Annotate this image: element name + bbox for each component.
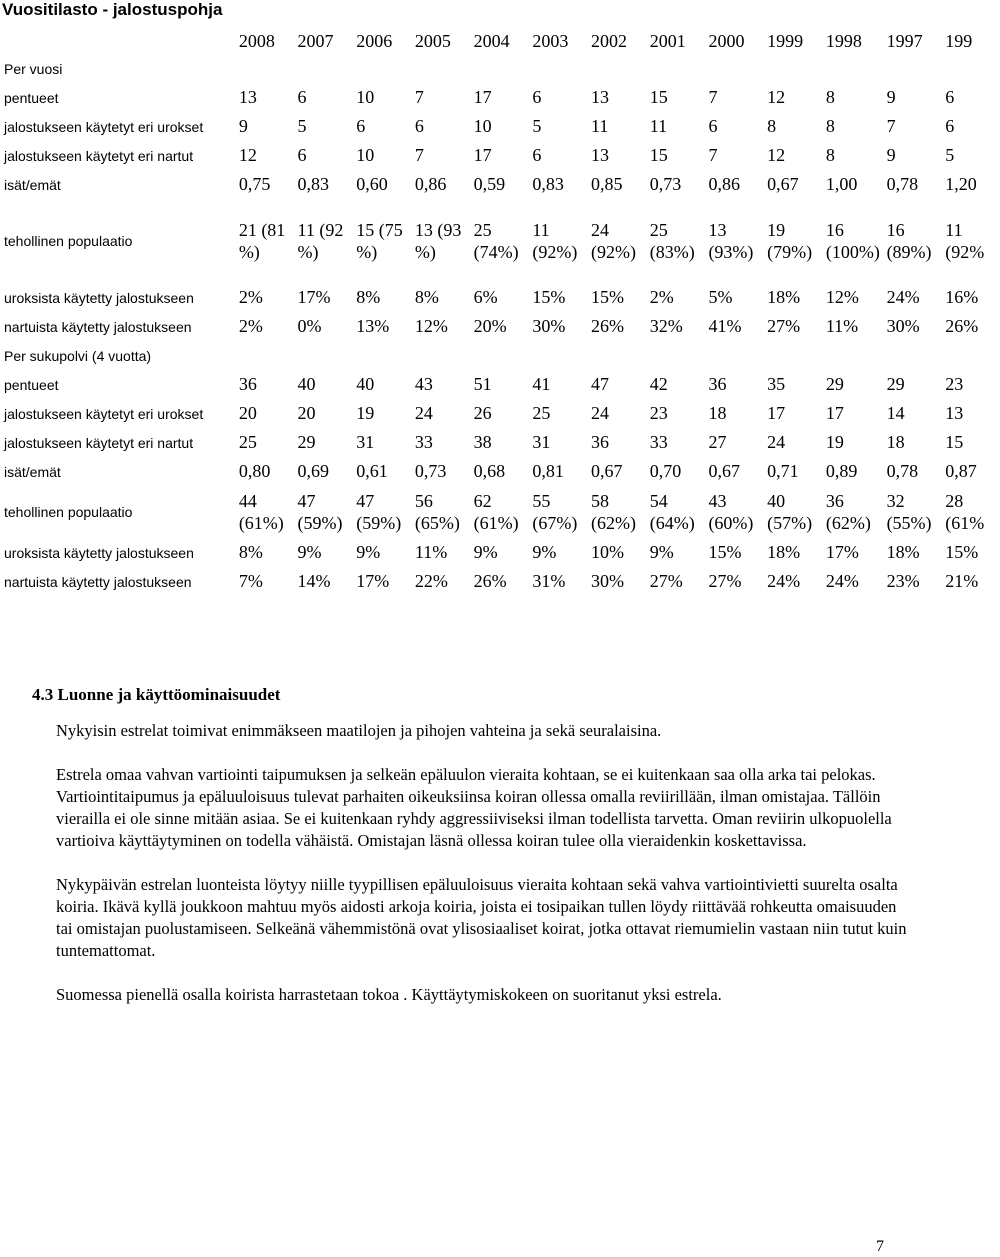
table-cell: 38 — [473, 432, 492, 452]
year-header: 2007 — [297, 30, 334, 51]
table-cell: 26% — [945, 316, 979, 336]
table-cell: 0,75 — [238, 174, 271, 194]
table-cell: 6 — [532, 87, 542, 107]
table-cell: 25 — [532, 403, 551, 423]
table-cell: 11 — [649, 116, 668, 136]
table-cell: 10 — [473, 116, 492, 136]
table-cell: 17 — [473, 87, 492, 107]
table-cell: 26% — [591, 316, 625, 336]
table-cell: 12 — [767, 145, 786, 165]
table-row — [0, 112, 1000, 141]
table-cell: 0,69 — [297, 461, 330, 481]
year-header: 1998 — [825, 30, 862, 51]
table-cell: 11 (92%) — [532, 220, 578, 262]
section-heading: 4.3 Luonne ja käyttöominaisuudet — [32, 685, 281, 704]
table-cell: 0% — [297, 316, 322, 336]
table-cell: 55 (67%) — [532, 491, 578, 533]
table-cell: 41% — [708, 316, 742, 336]
table-cell: 16 (100%) — [825, 220, 880, 262]
header-spacer — [0, 28, 235, 54]
table-cell: 6 — [297, 145, 307, 165]
table-cell: 14% — [297, 571, 331, 591]
row-label: jalostukseen käytetyt eri nartut — [4, 434, 194, 451]
table-row — [0, 170, 1000, 199]
table-cell: 6 — [532, 145, 542, 165]
table-cell: 12% — [825, 287, 859, 307]
table-cell: 2% — [238, 316, 263, 336]
year-header: 2003 — [532, 30, 569, 51]
year-header: 2006 — [356, 30, 393, 51]
table-cell: 0,86 — [708, 174, 740, 194]
table-cell: 18% — [886, 542, 920, 562]
table-cell: 9% — [649, 542, 674, 562]
row-label: jalostukseen käytetyt eri nartut — [4, 147, 194, 164]
table-cell: 21% — [945, 571, 979, 591]
table-cell: 0,81 — [532, 461, 564, 481]
table-cell: 11 (92% — [945, 220, 985, 262]
year-header: 1997 — [886, 30, 923, 51]
table-cell: 26% — [473, 571, 507, 591]
table-cell: 40 — [297, 374, 316, 394]
table-cell: 7 — [414, 145, 424, 165]
year-header: 2000 — [708, 30, 745, 51]
table-cell: 42 — [649, 374, 668, 394]
table-cell: 20 — [238, 403, 257, 423]
table-cell: 6 — [356, 116, 366, 136]
table-cell: 15% — [591, 287, 625, 307]
table-cell: 35 — [767, 374, 786, 394]
table-cell: 9% — [532, 542, 557, 562]
table-cell: 17 — [825, 403, 844, 423]
table-cell: 15% — [532, 287, 566, 307]
table-cell: 0,89 — [825, 461, 858, 481]
table-cell: 0,73 — [649, 174, 682, 194]
table-cell: 31 — [356, 432, 375, 452]
table-cell: 29 — [886, 374, 905, 394]
table-cell: 0,70 — [649, 461, 682, 481]
table-cell: 13 (93%) — [708, 220, 754, 262]
section-label: Per sukupolvi (4 vuotta) — [4, 347, 152, 364]
table-cell: 9 — [886, 145, 896, 165]
table-cell: 15 — [945, 432, 964, 452]
table-cell: 20% — [473, 316, 507, 336]
table-cell: 5 — [945, 145, 955, 165]
table-cell: 10% — [591, 542, 625, 562]
year-header: 2004 — [473, 30, 510, 51]
document-title: Vuositilasto - jalostuspohja — [2, 0, 223, 19]
table-cell: 31 — [532, 432, 551, 452]
table-cell: 7 — [886, 116, 896, 136]
table-cell: 17% — [825, 542, 859, 562]
table-cell: 36 — [708, 374, 727, 394]
table-cell: 0,71 — [767, 461, 799, 481]
table-cell: 29 — [297, 432, 316, 452]
table-cell: 47 — [591, 374, 610, 394]
table-row — [0, 486, 1000, 538]
table-cell: 24% — [825, 571, 859, 591]
table-cell: 47 (59%) — [356, 491, 402, 533]
year-header: 1999 — [767, 30, 804, 51]
table-cell: 2% — [238, 287, 263, 307]
table-cell: 0,73 — [414, 461, 447, 481]
table-cell: 13 — [591, 87, 610, 107]
table-cell: 27 — [708, 432, 727, 452]
table-cell: 47 (59%) — [297, 491, 343, 533]
table-cell: 9 — [886, 87, 896, 107]
table-cell: 13 — [945, 403, 964, 423]
table-cell: 8 — [825, 145, 835, 165]
row-label: jalostukseen käytetyt eri urokset — [4, 118, 204, 135]
table-cell: 30% — [591, 571, 625, 591]
table-row — [0, 428, 1000, 457]
table-cell: 6 — [945, 87, 955, 107]
row-label: tehollinen populaatio — [4, 233, 133, 249]
table-cell: 6 — [297, 87, 307, 107]
row-label: isät/emät — [4, 176, 61, 193]
table-cell: 15 — [649, 87, 668, 107]
table-cell: 12 — [767, 87, 786, 107]
table-cell: 7 — [708, 145, 718, 165]
table-cell: 25 (74%) — [473, 220, 519, 262]
row-label: pentueet — [4, 89, 59, 106]
table-cell: 0,61 — [356, 461, 388, 481]
table-cell: 6 — [708, 116, 718, 136]
table-cell: 24% — [767, 571, 801, 591]
table-cell: 16 (89%) — [886, 220, 932, 262]
table-cell: 19 — [356, 403, 375, 423]
paragraph: Nykyisin estrelat toimivat enimmäkseen maatilojen ja pihojen vahteina ja sekä seuralaisina. — [56, 721, 662, 740]
table-cell: 30% — [886, 316, 920, 336]
table-cell: 19 (79%) — [767, 220, 813, 262]
table-cell: 8 — [825, 87, 835, 107]
table-cell: 0,68 — [473, 461, 506, 481]
table-cell: 32% — [649, 316, 683, 336]
table-cell: 9% — [356, 542, 381, 562]
table-cell: 10 — [356, 87, 375, 107]
table-cell: 17 — [767, 403, 786, 423]
table-cell: 0,83 — [532, 174, 564, 194]
table-cell: 8% — [414, 287, 439, 307]
table-cell: 25 (83%) — [649, 220, 695, 262]
table-cell: 36 (62%) — [825, 491, 871, 533]
table-cell: 8% — [238, 542, 263, 562]
table-cell: 15% — [708, 542, 742, 562]
table-cell: 0,60 — [356, 174, 388, 194]
table-row — [0, 83, 1000, 112]
table-row — [0, 141, 1000, 170]
table-cell: 23% — [886, 571, 920, 591]
table-cell: 1,20 — [945, 174, 977, 194]
page-number: 7 — [876, 1238, 884, 1255]
table-cell: 8 — [767, 116, 777, 136]
table-cell: 18% — [767, 542, 801, 562]
table-row — [0, 399, 1000, 428]
table-cell: 13 — [238, 87, 257, 107]
table-cell: 40 — [356, 374, 375, 394]
table-row — [0, 457, 1000, 486]
statistics-table — [0, 28, 1000, 596]
table-cell: 18 — [708, 403, 727, 423]
table-cell: 0,67 — [708, 461, 740, 481]
table-cell: 5 — [532, 116, 542, 136]
table-cell: 40 (57%) — [767, 491, 813, 533]
table-cell: 2% — [649, 287, 674, 307]
row-label: tehollinen populaatio — [4, 504, 133, 520]
row-label: jalostukseen käytetyt eri urokset — [4, 405, 204, 422]
table-cell: 6 — [414, 116, 424, 136]
table-cell: 9% — [473, 542, 498, 562]
table-row — [0, 567, 1000, 596]
table-cell: 56 (65%) — [414, 491, 460, 533]
table-cell: 31% — [532, 571, 566, 591]
table-cell: 8 — [825, 116, 835, 136]
table-cell: 13 (93 %) — [414, 220, 462, 262]
table-cell: 11% — [825, 316, 859, 336]
year-header: 2005 — [414, 30, 451, 51]
table-cell: 12 — [238, 145, 257, 165]
row-label: uroksista käytetty jalostukseen — [4, 544, 194, 561]
table-cell: 23 — [649, 403, 668, 423]
table-cell: 24 — [414, 403, 433, 423]
table-cell: 36 — [591, 432, 610, 452]
table-cell: 23 — [945, 374, 964, 394]
paragraph: Suomessa pienellä osalla koirista harrastetaan tokoa . Käyttäytymiskokeen on suoritanut yksi estrela. — [56, 985, 722, 1004]
table-cell: 54 (64%) — [649, 491, 695, 533]
table-cell: 18 — [886, 432, 905, 452]
body-text — [32, 684, 916, 1028]
table-cell: 29 — [825, 374, 844, 394]
table-cell: 0,86 — [414, 174, 447, 194]
row-label: nartuista käytetty jalostukseen — [4, 318, 192, 335]
table-cell: 11 (92 %) — [297, 220, 344, 262]
table-row — [0, 538, 1000, 567]
table-cell: 20 — [297, 403, 316, 423]
table-cell: 17% — [356, 571, 390, 591]
table-row — [0, 283, 1000, 312]
table-cell: 24 — [767, 432, 786, 452]
table-cell: 44 (61%) — [238, 491, 284, 533]
table-cell: 7 — [708, 87, 718, 107]
table-cell: 27% — [767, 316, 801, 336]
table-cell: 0,78 — [886, 461, 919, 481]
table-cell: 1,00 — [825, 174, 858, 194]
table-cell: 0,78 — [886, 174, 919, 194]
table-cell: 0,85 — [591, 174, 623, 194]
table-cell: 30% — [532, 316, 566, 336]
statistics-table-wrapper — [0, 28, 985, 596]
table-cell: 36 — [238, 374, 257, 394]
table-row — [0, 199, 1000, 283]
table-cell: 10 — [356, 145, 375, 165]
table-cell: 24% — [886, 287, 920, 307]
table-cell: 0,67 — [767, 174, 799, 194]
table-cell: 15% — [945, 542, 979, 562]
row-label: nartuista käytetty jalostukseen — [4, 573, 192, 590]
table-cell: 32 (55%) — [886, 491, 932, 533]
year-header: 199 — [945, 30, 973, 51]
table-cell: 22% — [414, 571, 448, 591]
year-header: 2008 — [238, 30, 275, 51]
table-cell: 43 (60%) — [708, 491, 754, 533]
table-cell: 33 — [649, 432, 668, 452]
table-cell: 24 — [591, 403, 610, 423]
table-row — [0, 312, 1000, 341]
table-cell: 13% — [356, 316, 390, 336]
year-header-row — [0, 28, 1000, 54]
table-cell: 15 — [649, 145, 668, 165]
table-cell: 11 — [591, 116, 609, 136]
table-cell: 18% — [767, 287, 801, 307]
row-label: pentueet — [4, 376, 59, 393]
table-cell: 21 (81 %) — [238, 220, 286, 262]
table-cell: 28 (61% — [945, 491, 985, 533]
table-cell: 7% — [238, 571, 263, 591]
table-cell: 27% — [649, 571, 683, 591]
table-cell: 51 — [473, 374, 492, 394]
paragraph: Nykypäivän estrelan luonteista löytyy niille tyypillisen epäluuloisuus vieraita kohtaan sekä vahva vartiointivietti suurelta osalta koiria. Ikävä kyllä joukkoon mahtuu myös aidosti arkoja koiria, joista ei tosipaikan tullen löydy riittävää rohkeutta omaisuuden tai omistajan puolustamiseen. Selkeänä vähemmistönä ovat ylisosiaaliset koirat, jotka ottavat riemumielin vastaan niin tutut kuin tuntemattomat. — [56, 875, 907, 960]
table-cell: 33 — [414, 432, 433, 452]
table-cell: 0,83 — [297, 174, 330, 194]
table-cell: 43 — [414, 374, 433, 394]
table-cell: 0,59 — [473, 174, 506, 194]
table-cell: 24 (92%) — [591, 220, 637, 262]
section-header-row — [0, 341, 1000, 370]
table-cell: 6 — [945, 116, 955, 136]
table-cell: 11% — [414, 542, 448, 562]
table-cell: 27% — [708, 571, 742, 591]
table-cell: 6% — [473, 287, 498, 307]
table-cell: 9% — [297, 542, 322, 562]
section-label: Per vuosi — [4, 60, 63, 77]
table-cell: 9 — [238, 116, 248, 136]
table-row — [0, 370, 1000, 399]
table-cell: 17 — [473, 145, 492, 165]
table-cell: 0,80 — [238, 461, 271, 481]
table-cell: 5% — [708, 287, 733, 307]
table-cell: 19 — [825, 432, 844, 452]
table-cell: 0,67 — [591, 461, 623, 481]
table-cell: 15 (75 %) — [356, 220, 403, 262]
table-cell: 26 — [473, 403, 492, 423]
table-cell: 16% — [945, 287, 979, 307]
table-cell: 41 — [532, 374, 551, 394]
table-cell: 62 (61%) — [473, 491, 519, 533]
table-cell: 58 (62%) — [591, 491, 637, 533]
paragraph: Estrela omaa vahvan vartiointi taipumuksen ja selkeän epäluulon vieraita kohtaan, se ei kuitenkaan saa olla arka tai pelokas. Vartiointitaipumus ja epäluuloisuus tulevat parhaiten oikeuksiinsa koiran ollessa omalla reviirillään, ilman omistajaa. Tällöin vierailla ei ole sinne mitään asiaa. Se ei kuitenkaan ryhdy aggressiiviseksi ilman todellista tarvetta. Oman reviirin ulkopuolella vartioiva käyttäytyminen on todella vähäistä. Omistajan läsnä ollessa koiran tulee olla vieraidenkin koskettavissa. — [56, 765, 892, 850]
table-cell: 5 — [297, 116, 307, 136]
table-cell: 17% — [297, 287, 331, 307]
table-cell: 12% — [414, 316, 448, 336]
year-header: 2001 — [649, 30, 686, 51]
row-label: uroksista käytetty jalostukseen — [4, 289, 194, 306]
table-cell: 13 — [591, 145, 610, 165]
year-header: 2002 — [591, 30, 628, 51]
row-label: isät/emät — [4, 463, 61, 480]
table-cell: 0,87 — [945, 461, 977, 481]
table-cell: 25 — [238, 432, 257, 452]
table-cell: 8% — [356, 287, 381, 307]
table-cell: 14 — [886, 403, 905, 423]
section-header-row — [0, 54, 1000, 83]
table-cell: 7 — [414, 87, 424, 107]
